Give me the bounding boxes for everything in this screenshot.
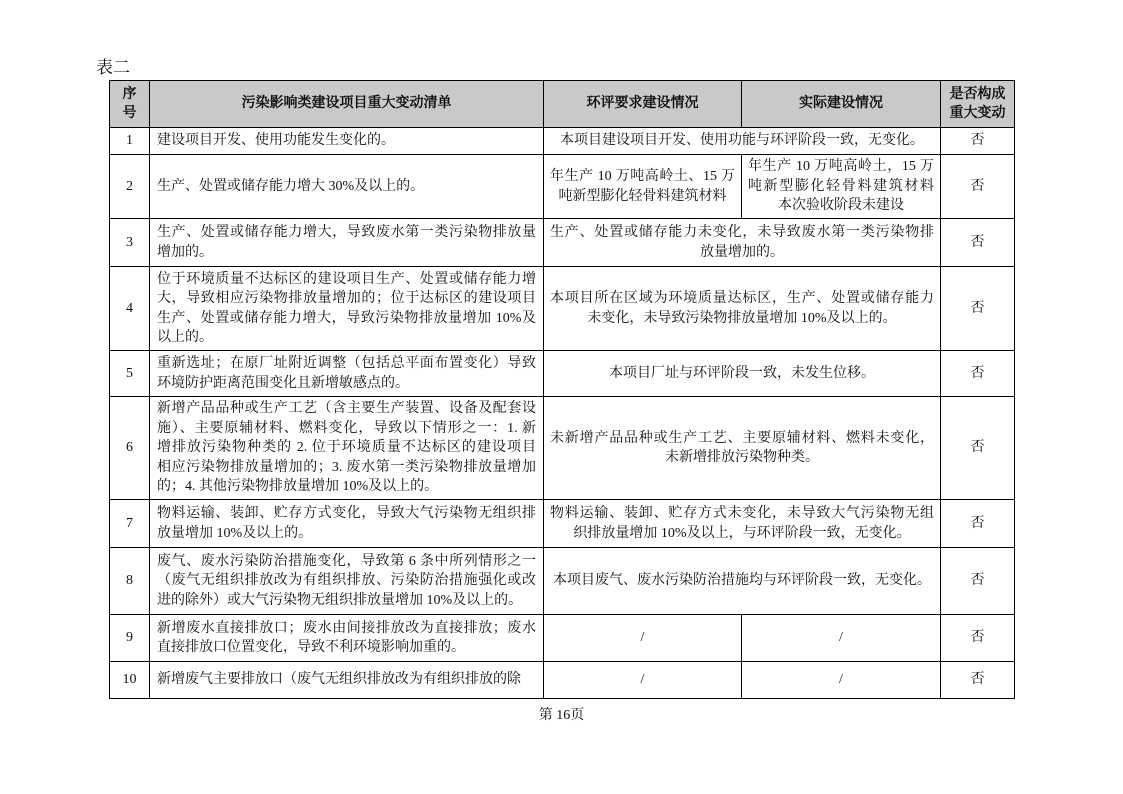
row-number: 4 — [110, 267, 150, 351]
construction-status-cell — [544, 128, 941, 155]
text-line: 放量增加 10%及以上的。 — [157, 525, 313, 541]
major-change-verdict: 否 — [941, 397, 1015, 500]
table-row — [110, 267, 1015, 351]
major-change-verdict: 否 — [941, 128, 1015, 155]
construction-status-cell — [544, 267, 941, 351]
text-line: 本项目废气、废水污染防治措施均与环评阶段一致，无变化。 — [553, 573, 931, 589]
text-line: 环境防护距离范围变化且新增敏感点的。 — [157, 375, 409, 391]
table-row — [110, 548, 1015, 615]
eia-requirement-cell — [544, 155, 742, 219]
text-line: 生产、处置或储存能力增大，导致污染物排放量增加 10%及 — [157, 310, 536, 326]
table-row — [110, 662, 1015, 699]
eia-requirement-cell — [544, 615, 742, 662]
row-number: 5 — [110, 351, 150, 397]
text-line: 未新增排放污染物种类。 — [665, 450, 819, 465]
text-line: 进的除外）或大气污染物无组织排放量增加 10%及以上的。 — [157, 592, 523, 608]
row-number: 9 — [110, 615, 150, 662]
row-number: 6 — [110, 397, 150, 500]
construction-status-cell — [544, 351, 941, 397]
change-criterion-cell — [150, 128, 544, 155]
header-actual-construction: 实际建设情况 — [742, 81, 941, 128]
text-line: 直接排放口位置变化，导致不利环境影响加重的。 — [157, 640, 465, 655]
text-line: / — [839, 630, 843, 646]
text-line: 新增废气主要排放口（废气无组织排放改为有组织排放的除 — [157, 672, 521, 688]
major-change-checklist-table — [109, 80, 1015, 699]
construction-status-cell — [544, 548, 941, 615]
text-line: 重新选址；在原厂址附近调整（包括总平面布置变化）导致 — [157, 356, 536, 371]
row-number: 3 — [110, 219, 150, 267]
text-line: 年生产 10 万吨高岭土、15 万 — [550, 169, 735, 184]
text-line: 吨新型膨化轻骨料建筑材料 — [558, 188, 727, 204]
header-serial-number — [110, 81, 150, 128]
construction-status-cell — [544, 219, 941, 267]
change-criterion-cell — [150, 500, 544, 548]
row-number: 7 — [110, 500, 150, 548]
table-caption: 表二 — [96, 58, 130, 77]
header-text-line: 是否构成 — [949, 86, 1006, 102]
text-line: 施）、主要原辅材料、燃料变化，导致以下情形之一：1. 新 — [157, 420, 536, 436]
text-line: 吨新型膨化轻骨料建筑材料 — [748, 178, 934, 194]
text-line: 新增废水直接排放口；废水由间接排放改为直接排放；废水 — [157, 620, 536, 636]
text-line: 的；4. 其他污染物排放量增加 10%及以上的。 — [157, 479, 439, 495]
major-change-verdict: 否 — [941, 500, 1015, 548]
major-change-verdict: 否 — [941, 351, 1015, 397]
table-row — [110, 351, 1015, 397]
table-row — [110, 219, 1015, 267]
actual-construction-cell — [742, 615, 941, 662]
text-line: 新增产品品种或生产工艺（含主要生产装置、设备及配套设 — [157, 401, 536, 417]
text-line: 未变化，未导致污染物排放量增加 10%及以上的。 — [587, 310, 897, 326]
text-line: 相应污染物排放量增加的；3. 废水第一类污染物排放量增加 — [157, 459, 536, 475]
text-line: 年生产 10 万吨高岭土，15 万 — [748, 159, 934, 175]
table-body — [110, 128, 1015, 699]
text-line: 增排放污染物种类的 2. 位于环境质量不达标区的建设项目 — [157, 440, 536, 456]
text-line: 本次验收阶段未建设 — [778, 198, 904, 214]
text-line: 物料运输、装卸、贮存方式变化，导致大气污染物无组织排 — [157, 506, 536, 521]
major-change-verdict: 否 — [941, 548, 1015, 615]
text-line: / — [640, 672, 645, 688]
major-change-verdict: 否 — [941, 267, 1015, 351]
header-text-line: 序 — [122, 86, 137, 102]
text-line: 本项目所在区域为环境质量达标区，生产、处置或储存能力 — [550, 291, 934, 306]
text-line: 以上的。 — [157, 330, 213, 345]
text-line: 生产、处置或储存能力增大 30%及以上的。 — [157, 178, 425, 194]
actual-construction-cell — [742, 662, 941, 699]
major-change-verdict: 否 — [941, 615, 1015, 662]
table-row — [110, 128, 1015, 155]
change-criterion-cell — [150, 267, 544, 351]
major-change-verdict: 否 — [941, 662, 1015, 699]
row-number: 1 — [110, 128, 150, 155]
header-row — [110, 81, 1015, 128]
table-header — [110, 81, 1015, 128]
table-row — [110, 155, 1015, 219]
header-eia-requirement: 环评要求建设情况 — [544, 81, 742, 128]
change-criterion-cell — [150, 155, 544, 219]
major-change-verdict: 否 — [941, 155, 1015, 219]
row-number: 10 — [110, 662, 150, 699]
header-major-change-verdict — [941, 81, 1015, 128]
construction-status-cell — [544, 397, 941, 500]
text-line: 未新增产品品种或生产工艺、主要原辅材料、燃料未变化， — [550, 430, 934, 446]
table-row — [110, 615, 1015, 662]
text-line: （废气无组织排放改为有组织排放、污染防治措施强化或改 — [157, 573, 536, 589]
text-line: / — [640, 630, 645, 646]
construction-status-cell — [544, 500, 941, 548]
change-criterion-cell — [150, 351, 544, 397]
eia-requirement-cell — [544, 662, 742, 699]
text-line: 增加的。 — [157, 244, 213, 260]
text-line: 生产、处置或储存能力未变化，未导致废水第一类污染物排 — [550, 225, 934, 240]
table-row — [110, 397, 1015, 500]
actual-construction-cell — [742, 155, 941, 219]
text-line: 本项目厂址与环评阶段一致，未发生位移。 — [609, 365, 875, 381]
header-text-line: 号 — [122, 106, 137, 121]
text-line: 放量增加的。 — [700, 244, 784, 260]
major-change-verdict: 否 — [941, 219, 1015, 267]
table-row — [110, 500, 1015, 548]
change-criterion-cell — [150, 662, 544, 699]
change-criterion-cell — [150, 615, 544, 662]
text-line: 物料运输、装卸、贮存方式未变化，未导致大气污染物无组 — [550, 506, 934, 521]
text-line: 位于环境质量不达标区的建设项目生产、处置或储存能力增 — [157, 271, 536, 287]
text-line: 废气、废水污染防治措施变化，导致第 6 条中所列情形之一 — [157, 553, 536, 569]
header-change-criterion: 污染影响类建设项目重大变动清单 — [150, 81, 544, 128]
page-number: 第 16页 — [538, 708, 585, 723]
change-criterion-cell — [150, 219, 544, 267]
header-text-line: 重大变动 — [949, 106, 1006, 121]
change-criterion-cell — [150, 397, 544, 500]
row-number: 8 — [110, 548, 150, 615]
text-line: / — [839, 672, 843, 688]
text-line: 大，导致相应污染物排放量增加的；位于达标区的建设项目 — [157, 291, 536, 306]
change-criterion-cell — [150, 548, 544, 615]
text-line: 本项目建设项目开发、使用功能与环评阶段一致，无变化。 — [560, 133, 924, 149]
row-number: 2 — [110, 155, 150, 219]
text-line: 织排放量增加 10%及以上，与环评阶段一致，无变化。 — [573, 525, 911, 541]
text-line: 建设项目开发、使用功能发生变化的。 — [157, 133, 395, 149]
text-line: 生产、处置或储存能力增大，导致废水第一类污染物排放量 — [157, 225, 536, 240]
